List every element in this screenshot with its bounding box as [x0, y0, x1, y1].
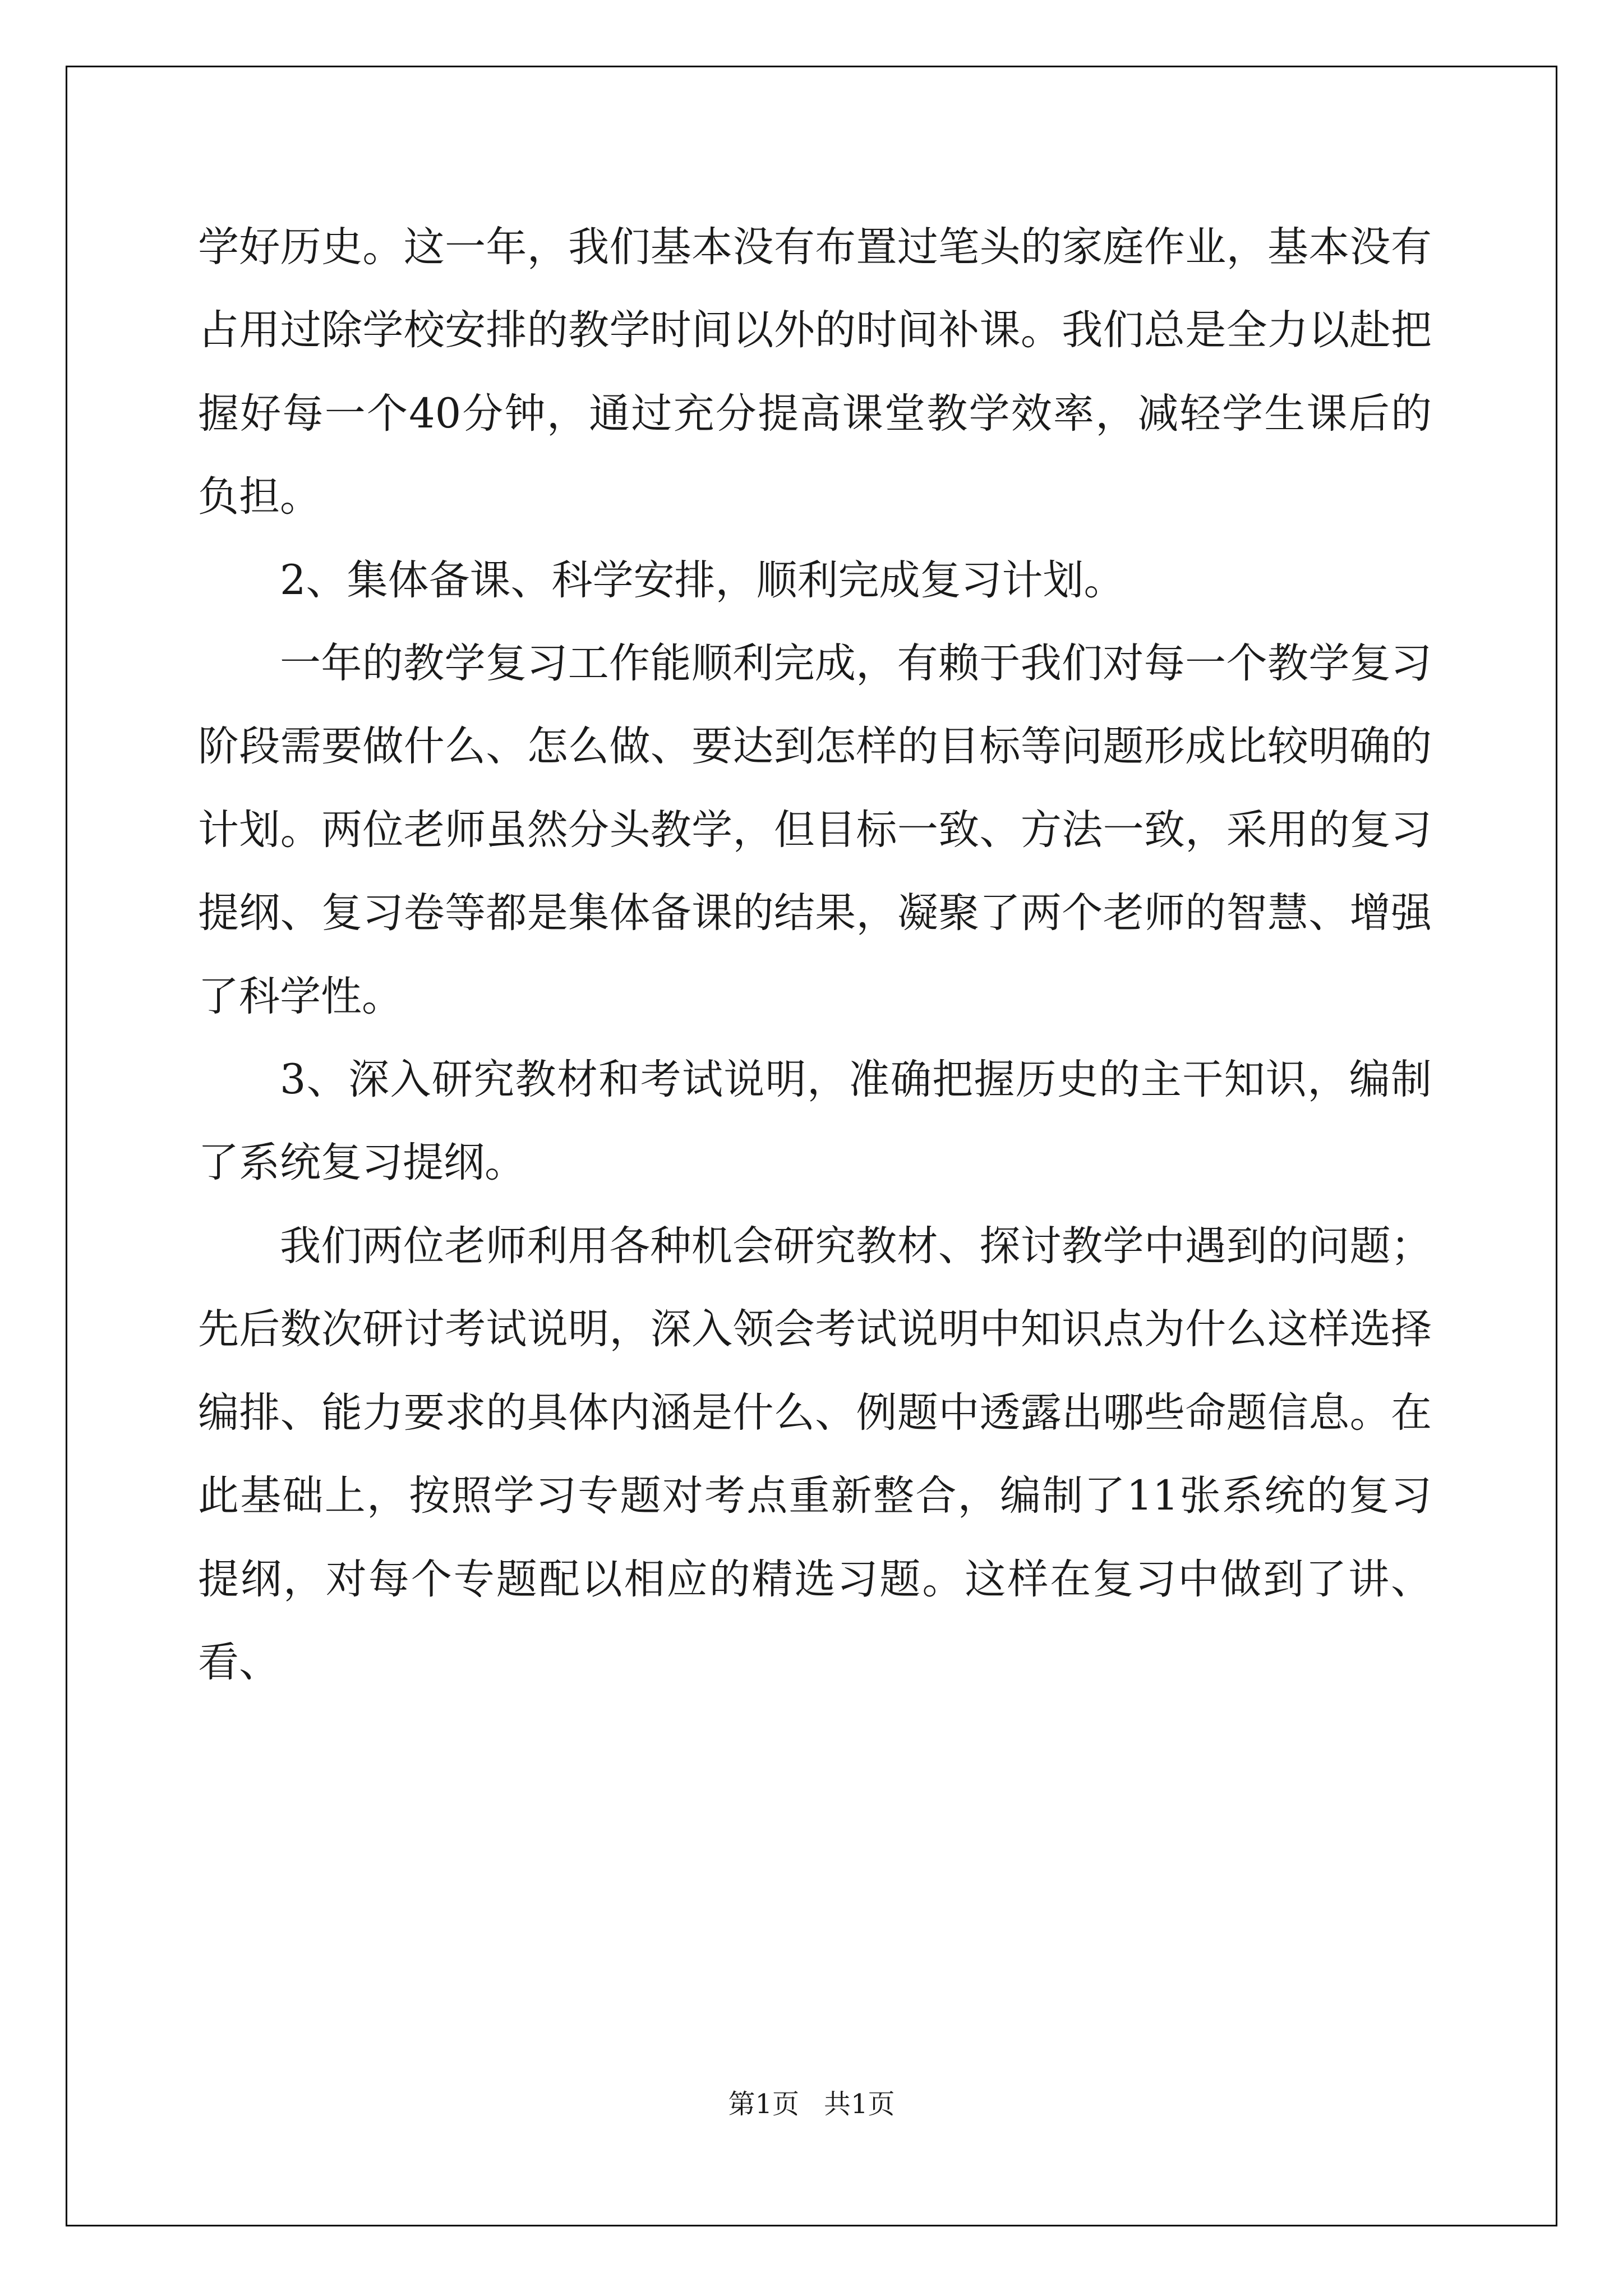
- paragraph-5: 我们两位老师利用各种机会研究教材、探讨教学中遇到的问题；先后数次研讨考试说明，深入领会考试说明中知识点为什么这样选择编排、能力要求的具体内涵是什么、例题中透露出哪些命题信息。在此基础上，按照学习专题对考点重新整合，编制了11张系统的复习提纲，对每个专题配以相应的精选习题。这样在复习中做到了讲、看、: [198, 1222, 1432, 1686]
- page-number-total: 共1页: [824, 2088, 895, 2120]
- page-footer: [0, 2082, 1623, 2121]
- paragraph-4-heading: 3、深入研究教材和考试说明，准确把握历史的主干知识，编制了系统复习提纲。: [198, 1056, 1432, 1187]
- paragraph-3: 一年的教学复习工作能顺利完成，有赖于我们对每一个教学复习阶段需要做什么、怎么做、要达到怎样的目标等问题形成比较明确的计划。两位老师虽然分头教学，但目标一致、方法一致，采用的复习提纲、复习卷等都是集体备课的结果，凝聚了两个老师的智慧、增强了科学性。: [198, 639, 1432, 1020]
- paragraph-1: 学好历史。这一年，我们基本没有布置过笔头的家庭作业，基本没有占用过除学校安排的教学时间以外的时间补课。我们总是全力以赴把握好每一个40分钟，通过充分提高课堂教学效率，减轻学生课后的负担。: [198, 223, 1432, 521]
- document-body: [198, 206, 1432, 1704]
- paragraph-2-heading: 2、集体备课、科学安排，顺利完成复习计划。: [280, 556, 1125, 604]
- page-number-current: 第1页: [728, 2088, 799, 2120]
